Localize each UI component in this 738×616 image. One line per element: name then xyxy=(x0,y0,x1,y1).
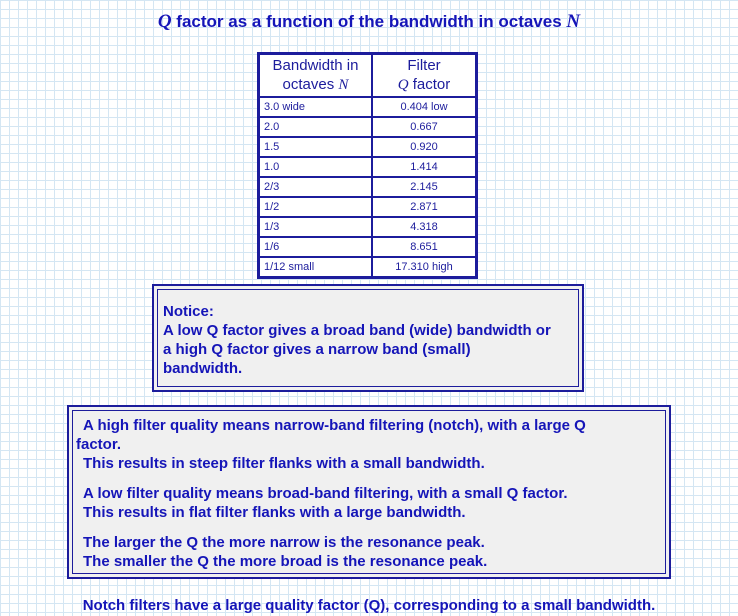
table-row xyxy=(259,177,476,197)
bandwidth-cell: 3.0 wide xyxy=(259,97,372,117)
notice-box xyxy=(152,284,584,392)
q-cell: 4.318 xyxy=(372,217,476,237)
q-cell: 8.651 xyxy=(372,237,476,257)
info-line: A low filter quality means broad-band filtering, with a small Q factor. xyxy=(83,485,568,502)
table-row xyxy=(259,97,476,117)
info-paragraph-high-q xyxy=(76,416,659,473)
header-bandwidth-line1: Bandwidth in xyxy=(272,57,359,74)
header-q-factor xyxy=(372,54,476,97)
bandwidth-cell: 1/3 xyxy=(259,217,372,237)
table-row xyxy=(259,257,476,277)
notice-inner xyxy=(157,289,579,387)
notice-line: bandwidth. xyxy=(163,360,243,377)
header-q-line2: factor xyxy=(408,76,451,93)
table-row xyxy=(259,137,476,157)
table-header-row xyxy=(259,54,476,97)
header-bandwidth-var: N xyxy=(338,77,349,93)
info-line: A high filter quality means narrow-band filtering (notch), with a large Q xyxy=(83,417,586,434)
info-line: factor. xyxy=(76,436,122,453)
q-cell: 1.414 xyxy=(372,157,476,177)
info-line: The smaller the Q the more broad is the resonance peak. xyxy=(83,553,488,570)
info-line: This results in steep filter flanks with a small bandwidth. xyxy=(83,455,485,472)
page-title xyxy=(0,11,738,33)
q-cell: 17.310 high xyxy=(372,257,476,277)
table-row xyxy=(259,237,476,257)
header-q-line1: Filter xyxy=(407,57,441,74)
header-bandwidth xyxy=(259,54,372,97)
table-row xyxy=(259,157,476,177)
notice-line: A low Q factor gives a broad band (wide) bandwidth or xyxy=(163,322,551,339)
header-bandwidth-line2: octaves xyxy=(282,76,339,93)
table-row xyxy=(259,117,476,137)
info-box xyxy=(67,405,671,579)
footer-note: Notch filters have a large quality factor (Q), corresponding to a small bandwidth. xyxy=(82,597,656,614)
notice-line: a high Q factor gives a narrow band (small) xyxy=(163,341,471,358)
q-factor-table xyxy=(257,52,478,279)
q-cell: 2.145 xyxy=(372,177,476,197)
info-inner xyxy=(72,410,666,574)
title-n-symbol: N xyxy=(566,11,581,32)
q-cell: 0.404 low xyxy=(372,97,476,117)
info-line: The larger the Q the more narrow is the resonance peak. xyxy=(83,534,485,551)
bandwidth-cell: 1.0 xyxy=(259,157,372,177)
bandwidth-cell: 1/12 small xyxy=(259,257,372,277)
bandwidth-cell: 1/2 xyxy=(259,197,372,217)
bandwidth-cell: 2/3 xyxy=(259,177,372,197)
notice-heading: Notice: xyxy=(163,303,214,320)
info-paragraph-low-q xyxy=(76,484,659,522)
title-text: factor as a function of the bandwidth in octaves xyxy=(171,12,567,31)
info-line: This results in flat filter flanks with a large bandwidth. xyxy=(83,504,466,521)
q-cell: 2.871 xyxy=(372,197,476,217)
info-paragraph-resonance xyxy=(76,533,659,571)
bandwidth-cell: 1/6 xyxy=(259,237,372,257)
bandwidth-cell: 2.0 xyxy=(259,117,372,137)
table-row xyxy=(259,217,476,237)
q-cell: 0.920 xyxy=(372,137,476,157)
table-row xyxy=(259,197,476,217)
q-cell: 0.667 xyxy=(372,117,476,137)
title-q-symbol: Q xyxy=(157,11,172,32)
bandwidth-cell: 1.5 xyxy=(259,137,372,157)
header-q-var: Q xyxy=(397,77,409,93)
